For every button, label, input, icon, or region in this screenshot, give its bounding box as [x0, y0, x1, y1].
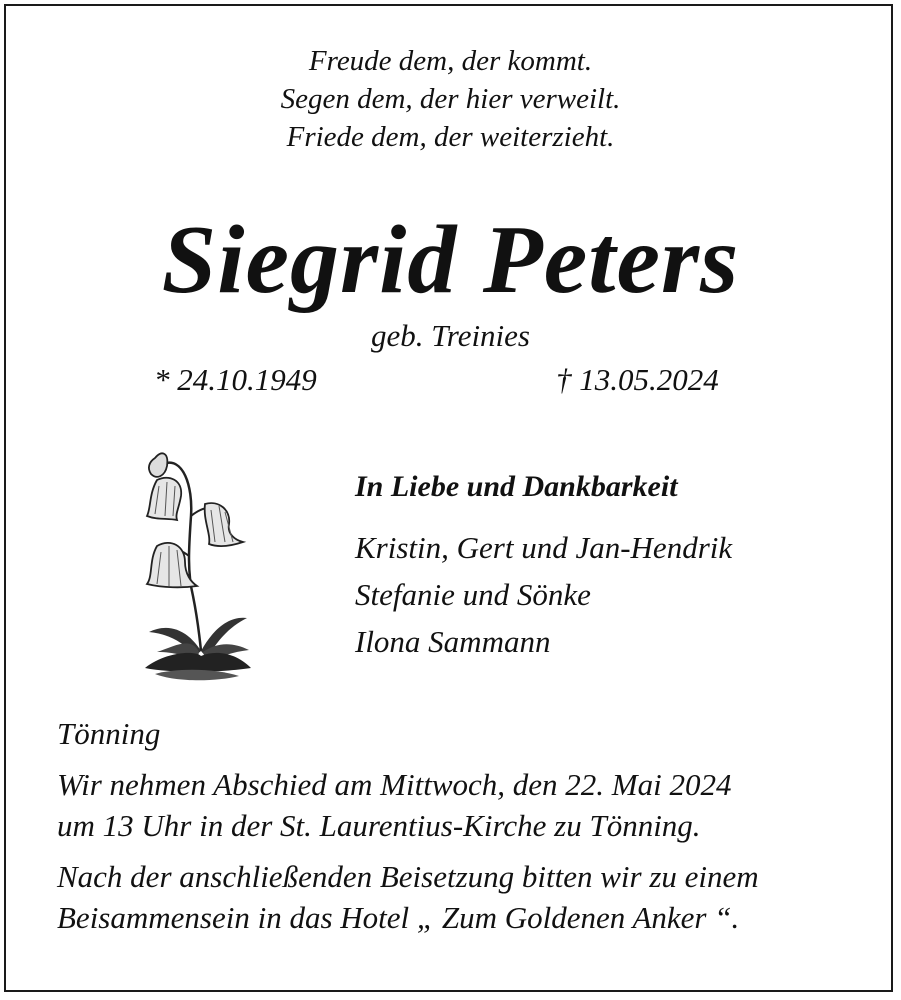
death-date: † 13.05.2024 [556, 362, 719, 397]
poem-line-1: Freude dem, der kommt. [308, 45, 593, 77]
footer [57, 713, 759, 938]
bellflower-illustration-icon [135, 446, 255, 686]
family-member: Ilona Sammann [355, 624, 551, 659]
family-block [355, 470, 732, 665]
service-line-2: um 13 Uhr in der St. Laurentius-Kirche zu Tönning. [57, 808, 701, 843]
poem-line-2: Segen dem, der hier verweilt. [280, 83, 621, 115]
poem-line-3: Friede dem, der weiterzieht. [286, 121, 615, 153]
gathering-line-2: Beisammensein in das Hotel „ Zum Goldenen Anker “. [57, 900, 740, 935]
family-member: Stefanie und Sönke [355, 577, 591, 612]
born-name: geb. Treinies [370, 318, 530, 353]
service-line-1: Wir nehmen Abschied am Mittwoch, den 22. Mai 2024 [57, 767, 732, 802]
gathering-line-1: Nach der anschließenden Beisetzung bitten wir zu einem [57, 859, 759, 894]
deceased-name: Siegrid Peters [161, 206, 740, 314]
city: Tönning [57, 716, 161, 751]
birth-date: * 24.10.1949 [154, 362, 317, 397]
poem [0, 42, 901, 156]
family-member: Kristin, Gert und Jan-Hendrik [355, 530, 733, 565]
family-heading: In Liebe und Dankbarkeit [355, 470, 678, 503]
